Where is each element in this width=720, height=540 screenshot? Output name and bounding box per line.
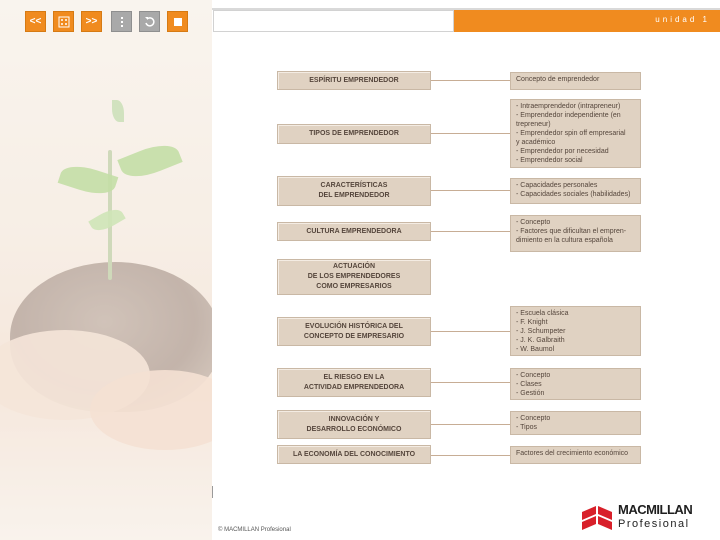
logo-text-bottom: Profesional [618, 518, 690, 530]
detail-text: - Capacidades personales [516, 182, 598, 189]
macmillan-logo [580, 500, 715, 534]
topic-text: CULTURA EMPRENDEDORA [306, 227, 402, 235]
detail-box [510, 72, 641, 90]
connector-line [431, 190, 510, 191]
next-button[interactable] [81, 11, 102, 32]
detail-text: - Clases [516, 381, 542, 388]
connector-line [431, 231, 510, 232]
topic-text: INNOVACIÓN Y [328, 415, 380, 423]
topic-text: ESPÍRITU EMPRENDEDOR [309, 76, 399, 84]
detail-text: - Escuela clásica [516, 310, 569, 317]
topic-box [277, 124, 431, 144]
detail-text: Concepto de emprendedor [516, 76, 600, 83]
detail-text: - Capacidades sociales (habilidades) [516, 191, 631, 198]
topic-text: ACTIVIDAD EMPRENDEDORA [303, 383, 405, 391]
connector-line [431, 455, 510, 456]
topic-text: EVOLUCIÓN HISTÓRICA DEL [305, 322, 403, 330]
topic-box [277, 71, 431, 90]
topic-text: DEL EMPRENDEDOR [318, 192, 390, 199]
topic-text: COMO EMPRESARIOS [316, 283, 392, 290]
detail-text: - Concepto [516, 372, 551, 379]
title-field [213, 10, 454, 32]
next-label: >> [85, 16, 98, 27]
detail-text: Factores del crecimiento económico [516, 450, 629, 457]
topic-box [277, 259, 431, 295]
connector-line [431, 80, 510, 81]
detail-text: - Emprendedor por necesidad [516, 148, 609, 155]
detail-text: - W. Baumol [516, 346, 555, 353]
detail-text: - J. K. Galbraith [516, 337, 565, 344]
previous-label: << [29, 16, 42, 27]
detail-box [510, 446, 641, 464]
stop-icon [173, 17, 183, 27]
home-button[interactable] [53, 11, 74, 32]
detail-text: trepreneur) [516, 121, 551, 128]
detail-text: - Concepto [516, 415, 551, 422]
index-button[interactable] [111, 11, 132, 32]
detail-text: - Factores que dificultan el empren- [516, 228, 627, 235]
back-button[interactable] [139, 11, 160, 32]
detail-text: - Emprendedor spin off empresarial [516, 130, 626, 137]
topic-text: TIPOS DE EMPRENDEDOR [309, 130, 399, 137]
detail-text: - Gestión [516, 390, 545, 397]
topic-box [277, 317, 431, 346]
detail-box [510, 411, 641, 435]
topic-text: DE LOS EMPRENDEDORES [307, 273, 401, 280]
detail-box [510, 368, 641, 400]
connector-line [431, 382, 510, 383]
topic-text: ACTUACIÓN [333, 263, 375, 270]
undo-icon [144, 16, 156, 28]
connector-line [431, 133, 510, 134]
photo-veil [0, 0, 212, 540]
topic-box [277, 368, 431, 397]
detail-box [510, 215, 641, 252]
detail-text: y académico [516, 139, 556, 146]
exit-button[interactable] [167, 11, 188, 32]
topic-text: CONCEPTO DE EMPRESARIO [303, 332, 405, 340]
connector-line [431, 424, 510, 425]
topic-text: CARACTERÍSTICAS [320, 182, 388, 189]
detail-box [510, 178, 641, 204]
unit-label: unidad 1 [655, 15, 710, 24]
detail-text: dimiento en la cultura española [516, 237, 613, 244]
previous-button[interactable] [25, 11, 46, 32]
connector-line [431, 331, 510, 332]
topic-text: DESARROLLO ECONÓMICO [306, 425, 402, 433]
list-icon [116, 16, 128, 28]
copyright-text: © MACMILLAN Profesional [218, 527, 291, 533]
detail-box [510, 306, 641, 356]
detail-box [510, 99, 641, 168]
detail-text: - F. Knight [516, 319, 548, 326]
logo-mark-icon [580, 502, 614, 532]
logo-text-top: MACMILLAN [618, 502, 693, 517]
detail-text: - Emprendedor independiente (en [516, 112, 621, 119]
detail-text: - Tipos [516, 424, 538, 431]
topic-box [277, 222, 431, 241]
grid-icon [58, 16, 70, 28]
seedling-photo [0, 0, 212, 540]
detail-text: - J. Schumpeter [516, 328, 566, 335]
page-marker [212, 486, 213, 498]
unit-bar [454, 10, 720, 32]
topic-text: EL RIESGO EN LA [323, 373, 385, 381]
detail-text: - Intraemprendedor (intrapreneur) [516, 103, 621, 110]
detail-text: - Concepto [516, 219, 551, 226]
detail-text: - Emprendedor social [516, 157, 583, 164]
topic-box [277, 445, 431, 464]
topic-text: LA ECONOMÍA DEL CONOCIMIENTO [292, 450, 416, 458]
topic-box [277, 176, 431, 206]
topic-box [277, 410, 431, 439]
